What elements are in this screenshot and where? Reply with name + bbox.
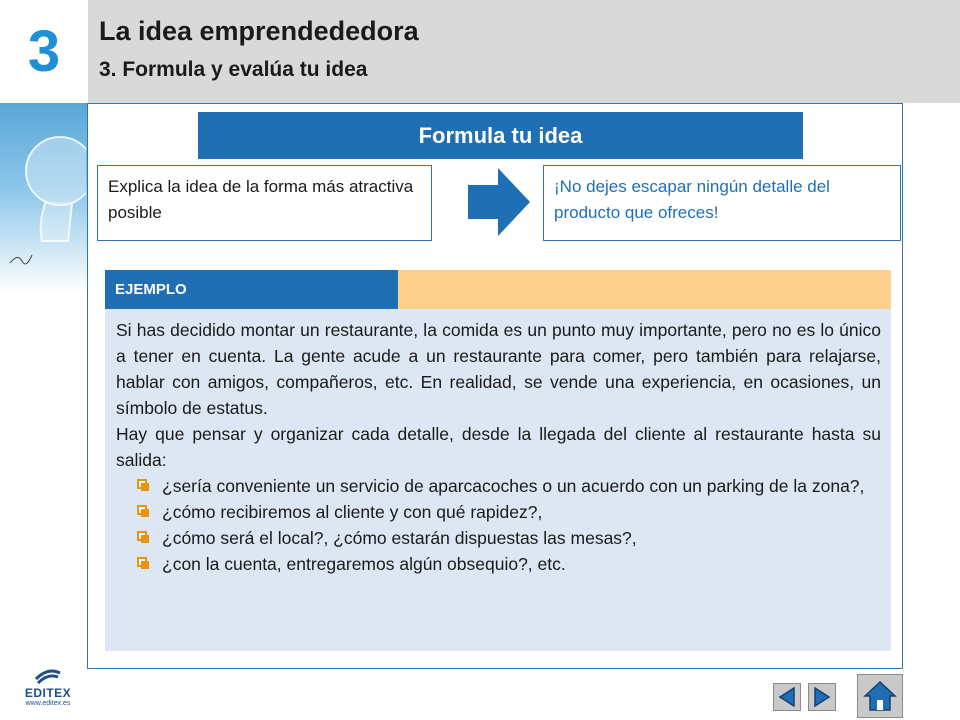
logo-text: EDITEX <box>24 686 72 700</box>
editex-logo-icon <box>32 665 64 685</box>
example-paragraph: Si has decidido montar un restaurante, la comida es un punto muy importante, pero no es lo único a tener en cuenta. La gente acude a un restaurante para comer, pero también para relajarse, hablar con amigos, compañeros, etc. En realidad, se vende una experiencia, en ocasiones, un símbolo de estatus. <box>116 320 881 418</box>
previous-button[interactable] <box>773 683 801 711</box>
section-subtitle: 3. Formula y evalúa tu idea <box>99 58 368 81</box>
explain-box: Explica la idea de la forma más atractiva posible <box>97 165 432 241</box>
example-bullet-list <box>116 473 881 577</box>
list-item <box>116 525 881 551</box>
section-banner: Formula tu idea <box>198 112 803 159</box>
example-header <box>105 270 891 309</box>
example-body <box>105 309 891 651</box>
logo-url: www.editex.es <box>25 700 71 707</box>
list-item <box>116 473 881 499</box>
unit-title: La idea emprendededora <box>99 16 419 46</box>
list-item-text: ¿con la cuenta, entregaremos algún obsequio?, etc. <box>162 554 566 574</box>
checkbox-bullet-icon <box>137 479 147 489</box>
home-button[interactable] <box>857 674 903 718</box>
checkbox-bullet-icon <box>137 531 147 541</box>
next-button[interactable] <box>808 683 836 711</box>
tip-box: ¡No dejes escapar ningún detalle del producto que ofreces! <box>543 165 901 241</box>
house-icon <box>863 679 897 713</box>
list-item-text: ¿sería conveniente un servicio de aparcacoches o un acuerdo con un parking de la zona?, <box>162 476 865 496</box>
example-paragraph: Hay que pensar y organizar cada detalle, desde la llegada del cliente al restaurante hasta su salida: <box>116 424 881 470</box>
checkbox-bullet-icon <box>137 505 147 515</box>
triangle-right-icon <box>813 687 831 707</box>
list-item-text: ¿cómo recibiremos al cliente y con qué rapidez?, <box>162 502 543 522</box>
chapter-number: 3 <box>0 0 88 103</box>
decorative-side-strip <box>0 103 88 293</box>
lightbulb-icon <box>8 123 86 273</box>
example-label: EJEMPLO <box>105 270 398 309</box>
list-item <box>116 499 881 525</box>
list-item-text: ¿cómo será el local?, ¿cómo estarán dispuestas las mesas?, <box>162 528 637 548</box>
arrow-right-icon <box>468 168 532 236</box>
checkbox-bullet-icon <box>137 557 147 567</box>
triangle-left-icon <box>778 687 796 707</box>
list-item <box>116 551 881 577</box>
